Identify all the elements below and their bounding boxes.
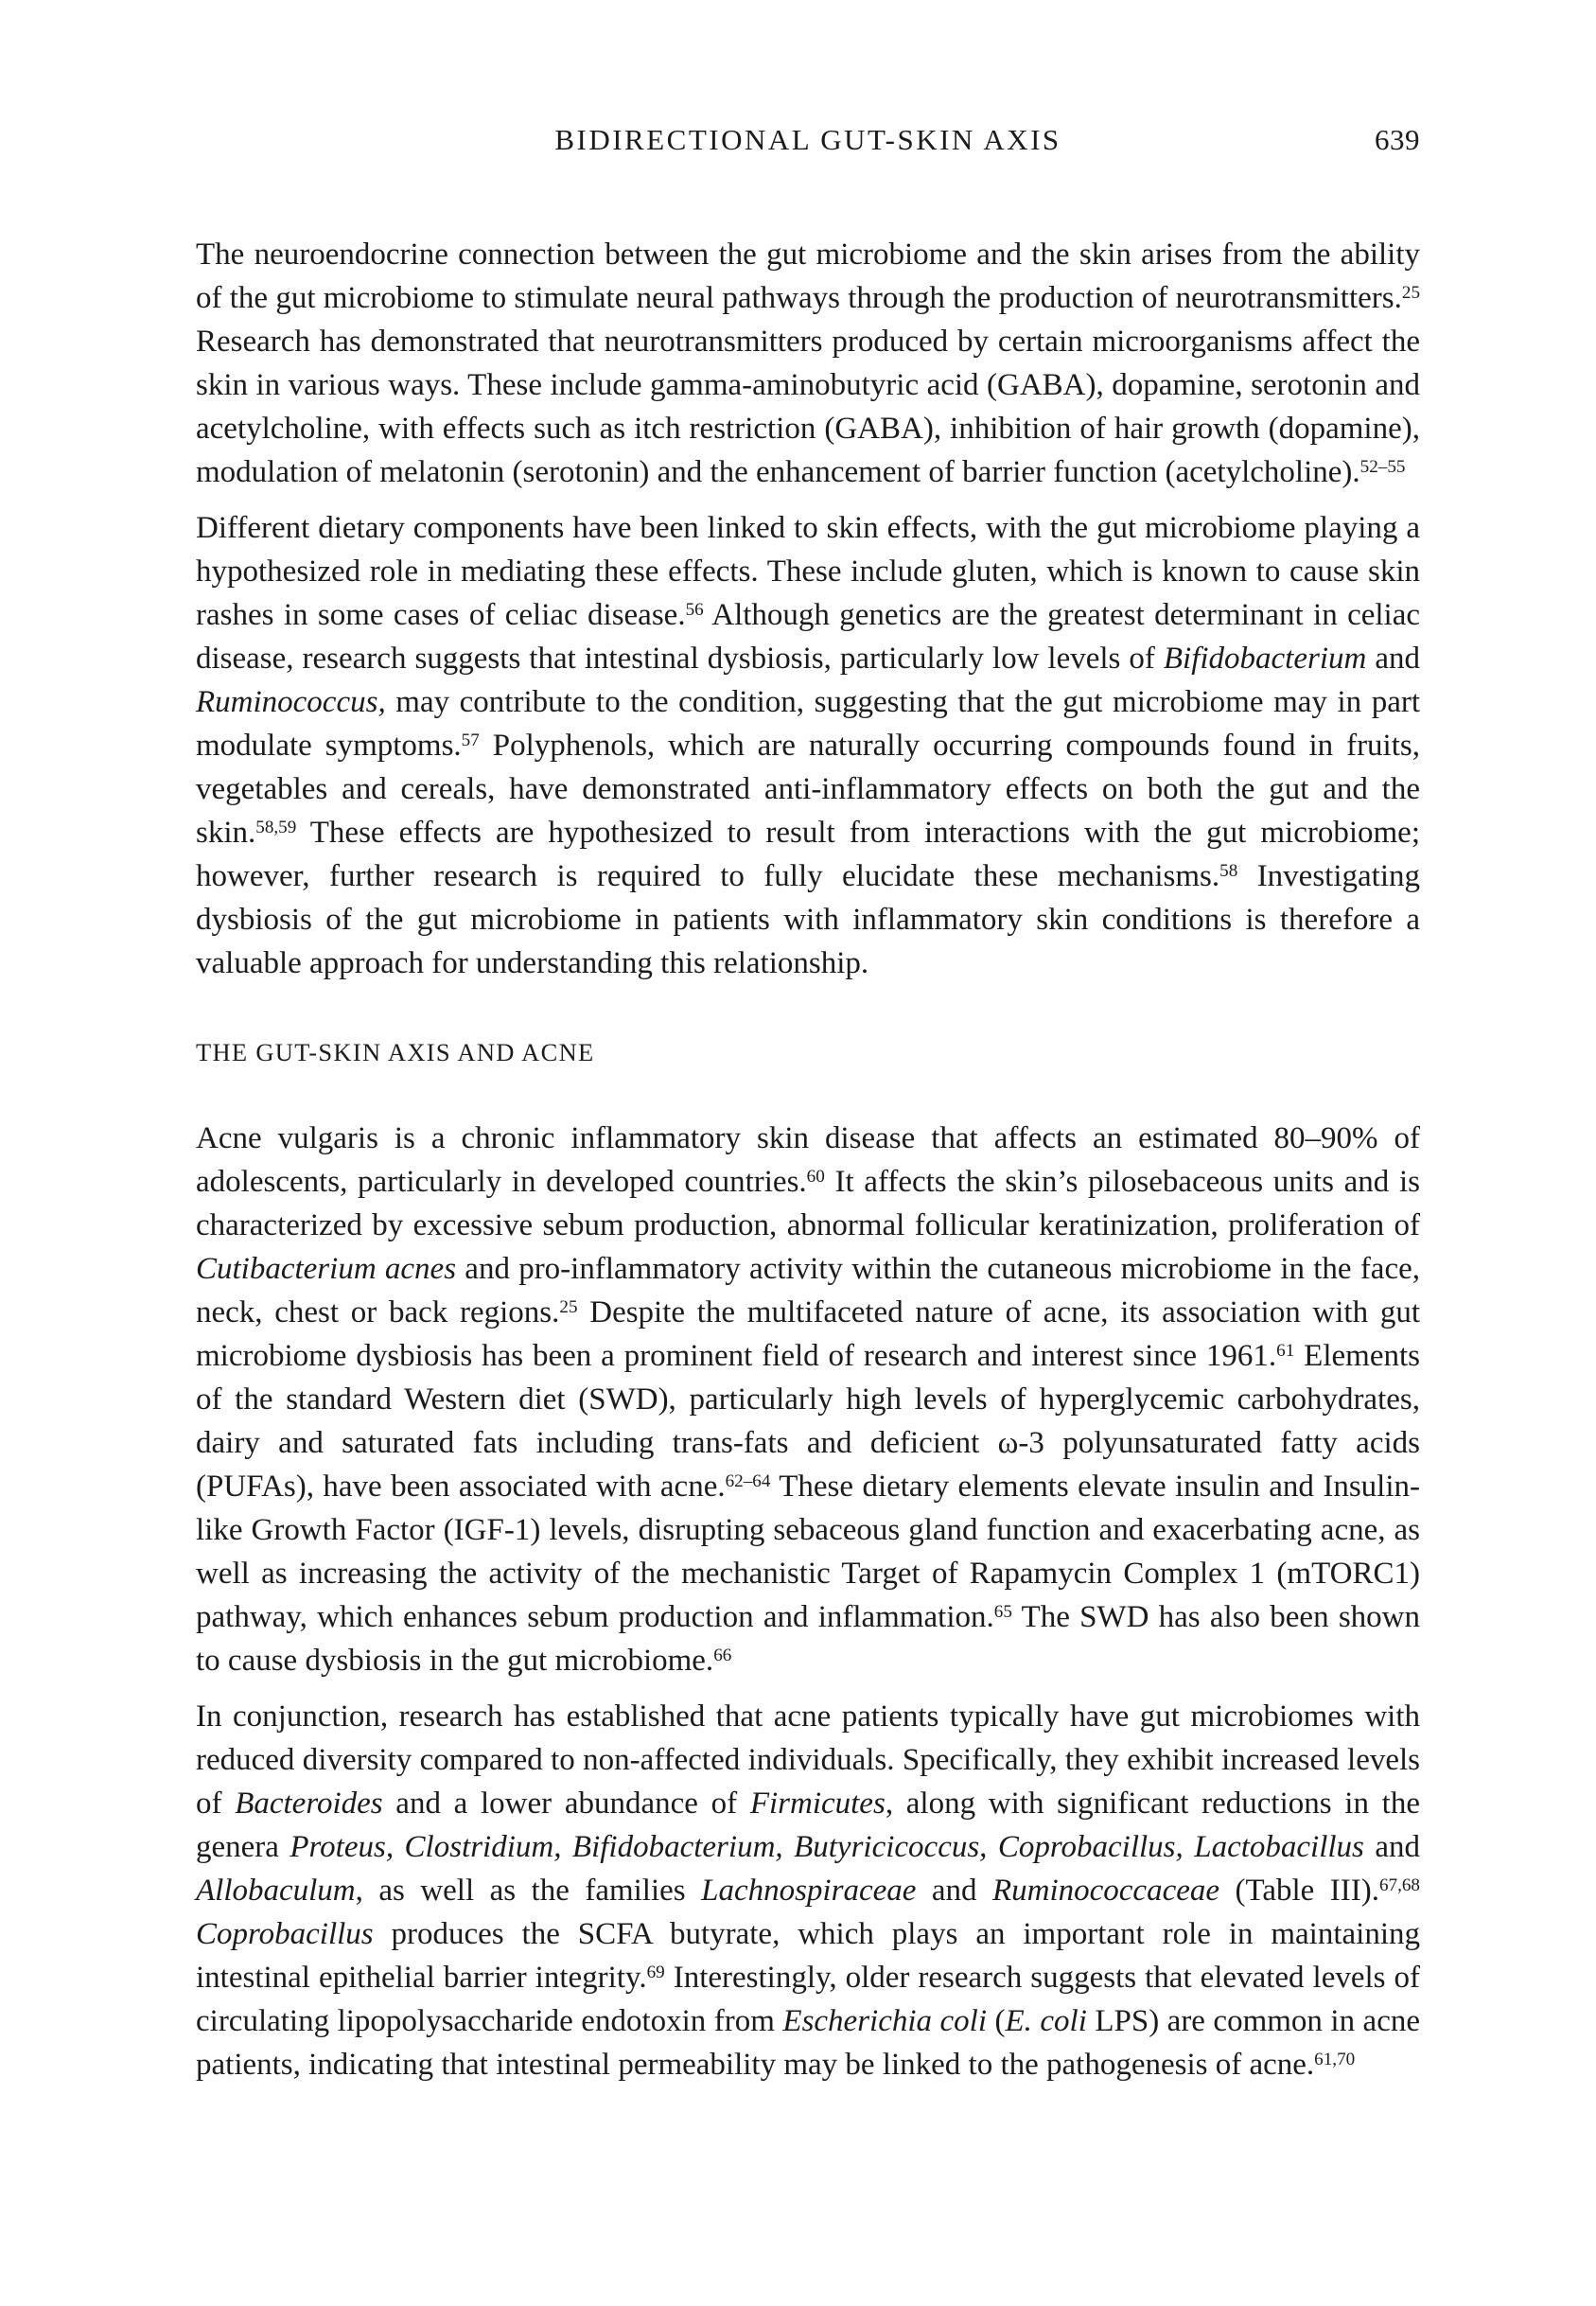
page-number: 639 bbox=[1375, 123, 1420, 156]
paragraph-acne-vulgaris: Acne vulgaris is a chronic inflammatory skin disease that affects an estimated 80–90% of adolescents, particularly in developed countries.$^{60}$ It affects the skin’s pilosebaceous units and is characterized by excessive sebum production, abnormal follicular keratinization, proliferation of Cutibacterium acnes and pro-inflammatory activity within the cutaneous microbiome in the face, neck, chest or back regions.$^{25}$ Despite the multifaceted nature of acne, its association with gut microbiome dysbiosis has been a prominent field of research and interest since 1961.61 Elements of the standard Western diet (SWD), particularly high levels of hyperglycemic carbohydrates, dairy and saturated fats including trans-fats and deficient ω-3 polyunsaturated fatty acids (PUFAs), have been associated with acne.$^{62-64}$ These dietary elements elevate insulin and Insulin-like Growth Factor (IGF-1) levels, disrupting sebaceous gland function and exacerbating acne, as well as increasing the activity of the mechanistic Target of Rapamycin Complex 1 (mTORC1) pathway, which enhances sebum production and inflammation.$^{65}$ The SWD has also been shown to cause dysbiosis in the gut microbiome.$^{66}$ bbox=[196, 1121, 1420, 1678]
running-head-title: BIDIRECTIONAL GUT-SKIN AXIS bbox=[554, 123, 1061, 156]
paragraph-dietary-components: Different dietary components have been linked to skin effects, with the gut microbiome playing a hypothesized role in mediating these effects. These include gluten, which is known to cause skin rashes in some cases of celiac disease.$^{56}$ Although genetics are the greatest determinant in celiac disease, research suggests that intestinal dysbiosis, particularly low levels of Bifidobacterium and Ruminococcus, may contribute to the condition, suggesting that the gut microbiome may in part modulate symptoms.$^{57}$ Polyphenols, which are naturally occurring compounds found in fruits, vegetables and cereals, have demonstrated anti-inflammatory effects on both the gut and the skin.$^{58,59}$ These effects are hypothesized to result from interactions with the gut microbiome; however, further research is required to fully elucidate these mechanisms.$^{58}$ Investigating dysbiosis of the gut microbiome in patients with inflammatory skin conditions is therefore a valuable approach for understanding this relationship. bbox=[196, 511, 1420, 980]
body-text bbox=[196, 233, 1420, 2086]
running-head bbox=[196, 123, 1420, 161]
section-heading: THE GUT-SKIN AXIS AND ACNE bbox=[196, 1038, 595, 1066]
paragraph-acne-microbiome: In conjunction, research has established that acne patients typically have gut microbiomes with reduced diversity compared to non-affected individuals. Specifically, they exhibit increased levels of Bacteroides and a lower abundance of Firmicutes, along with significant reductions in the genera Proteus, Clostridium, Bifidobacterium, Butyricicoccus, Coprobacillus, Lactobacillus and Allobaculum, as well as the families Lachnospiraceae and Ruminococcaceae (Table III).$^{67,68}$ Coprobacillus produces the SCFA butyrate, which plays an important role in maintaining intestinal epithelial barrier integrity.$^{69}$ Interestingly, older research suggests that elevated levels of circulating lipopolysaccharide endotoxin from Escherichia coli (E. coli LPS) are common in acne patients, indicating that intestinal permeability may be linked to the pathogenesis of acne.$^{61,70}$ bbox=[196, 1699, 1420, 2082]
paragraph-neuroendocrine: The neuroendocrine connection between the gut microbiome and the skin arises from the ability of the gut microbiome to stimulate neural pathways through the production of neurotransmitters.$^{25}$ Research has demonstrated that neurotransmitters produced by certain microorganisms affect the skin in various ways. These include gamma-aminobutyric acid (GABA), dopamine, serotonin and acetylcholine, with effects such as itch restriction (GABA), inhibition of hair growth (dopamine), modulation of melatonin (serotonin) and the enhancement of barrier function (acetylcholine).$^{52-55}$ bbox=[196, 238, 1420, 489]
